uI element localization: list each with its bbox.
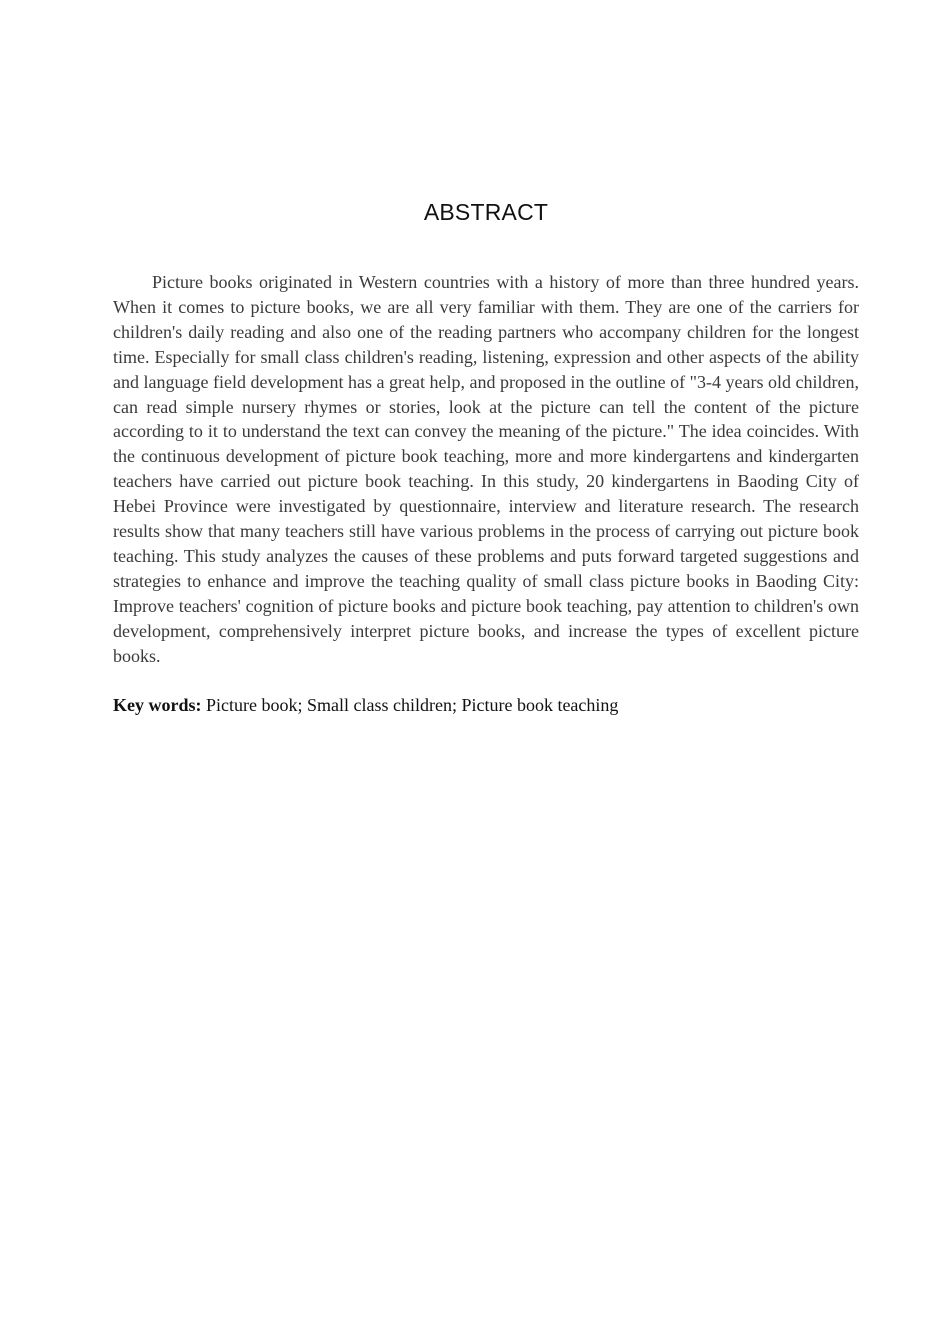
abstract-title: ABSTRACT [423, 199, 549, 225]
keywords-text: Picture book; Small class children; Picture book teaching [206, 695, 619, 715]
abstract-paragraph: Picture books originated in Western countries with a history of more than three hundred years. When it comes to picture books, we are all very familiar with them. They are one of the carriers for children's daily reading and also one of the reading partners who accompany children for the longest time. Especially for small class children's reading, listening, expression and other aspects of the ability and language field development has a great help, and proposed in the outline of "3-4 years old children, can read simple nursery rhymes or stories, look at the picture can tell the content of the picture according to it to understand the text can convey the meaning of the picture." The idea coincides. With the continuous development of picture book teaching, more and more kindergartens and kindergarten teachers have carried out picture book teaching. In this study, 20 kindergartens in Baoding City of Hebei Province were investigated by questionnaire, interview and literature research. The research results show that many teachers still have various problems in the process of carrying out picture book teaching. This study analyzes the causes of these problems and puts forward targeted suggestions and strategies to enhance and improve the teaching quality of small class picture books in Baoding City: Improve teachers' cognition of picture books and picture book teaching, pay attention to children's own development, comprehensively interpret picture books, and increase the types of excellent picture books. [113, 272, 859, 666]
keywords-label: Key words: [113, 695, 202, 715]
keywords-line [113, 693, 859, 718]
